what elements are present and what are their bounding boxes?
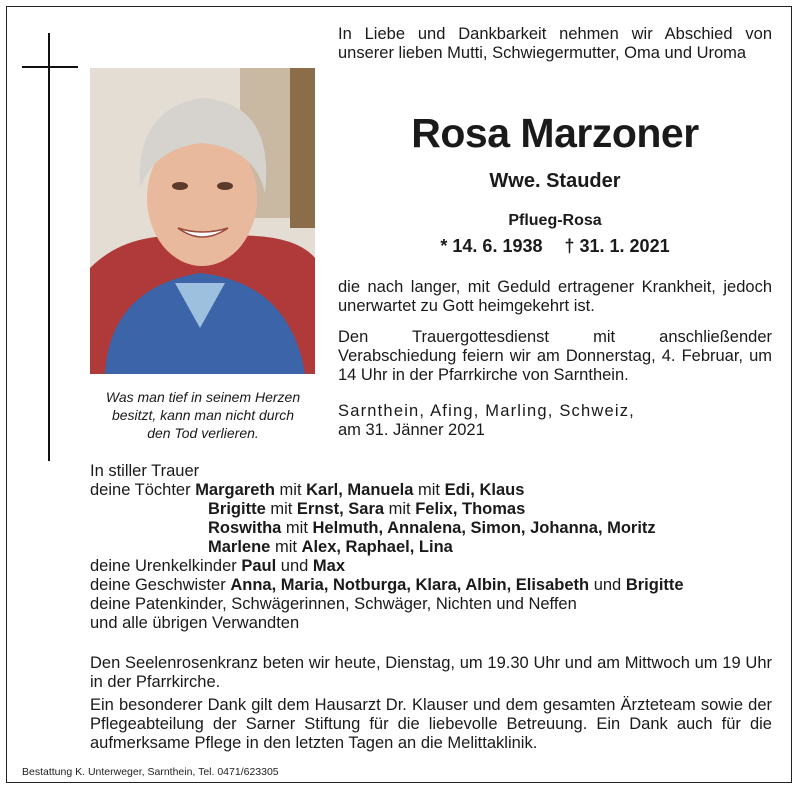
portrait-photo bbox=[90, 68, 315, 374]
daughter-row: Marlene mit Alex, Raphael, Lina bbox=[208, 538, 453, 556]
godchildren-row: deine Patenkinder, Schwägerinnen, Schwäger, Nichten und Neffen bbox=[90, 595, 577, 613]
widow-name: Wwe. Stauder bbox=[489, 170, 621, 192]
rosary-text: Den Seelenrosenkranz beten wir heute, Dienstag, um 19.30 Uhr und am Mittwoch um 19 Uhr in der Pfarrkirche. bbox=[90, 654, 772, 691]
thanks-text: Ein besonderer Dank gilt dem Hausarzt Dr. Klauser und dem gesamten Ärzteteam sowie der Pflegeabteilung der Sarner Stiftung für die liebevolle Betreuung. Ein Dank auch für die aufmerksame Pflege in den letzten Tagen an die Melittaklinik. bbox=[90, 696, 772, 752]
memorial-quote bbox=[90, 388, 316, 442]
relatives-row: und alle übrigen Verwandten bbox=[90, 614, 300, 632]
daughter-row: Brigitte mit Ernst, Sara mit Felix, Thomas bbox=[208, 500, 526, 518]
date: am 31. Jänner 2021 bbox=[338, 421, 485, 439]
mourners-list bbox=[90, 462, 780, 633]
illness-text: die nach langer, mit Geduld ertragener Krankheit, jedoch unerwartet zu Gott heimgekehrt ist. bbox=[338, 278, 772, 315]
portrait-illustration bbox=[90, 68, 315, 374]
quote-line: den Tod verlieren. bbox=[147, 425, 259, 441]
siblings-row: deine Geschwister Anna, Maria, Notburga, Klara, Albin, Elisabeth und Brigitte bbox=[90, 576, 684, 594]
places: Sarnthein, Afing, Marling, Schweiz, bbox=[338, 402, 635, 420]
cross-icon bbox=[48, 33, 50, 461]
great-grandchildren-row: deine Urenkelkinder Paul und Max bbox=[90, 557, 346, 575]
quote-line: Was man tief in seinem Herzen bbox=[105, 389, 301, 405]
nickname: Pflueg-Rosa bbox=[508, 212, 602, 229]
birth-date: * 14. 6. 1938 bbox=[440, 236, 543, 256]
mourning-title: In stiller Trauer bbox=[90, 462, 200, 480]
funeral-text: Den Trauergottesdienst mit anschließender Verabschiedung feiern wir am Donnerstag, 4. Februar, um 14 Uhr in der Pfarrkirche von Sarnthein. bbox=[338, 328, 772, 384]
life-dates bbox=[338, 236, 772, 257]
places-date bbox=[338, 402, 772, 440]
deceased-name: Rosa Marzoner bbox=[411, 110, 699, 156]
funeral-home-footer: Bestattung K. Unterweger, Sarnthein, Tel. 0471/623305 bbox=[22, 766, 279, 778]
intro-text: In Liebe und Dankbarkeit nehmen wir Abschied von unserer lieben Mutti, Schwiegermutter, Oma und Uroma bbox=[338, 25, 772, 62]
quote-line: besitzt, kann man nicht durch bbox=[111, 407, 295, 423]
death-date: † 31. 1. 2021 bbox=[564, 236, 670, 256]
cross-icon-bar bbox=[22, 66, 78, 68]
daughter-row: Roswitha mit Helmuth, Annalena, Simon, Johanna, Moritz bbox=[208, 519, 656, 537]
daughter-row: deine Töchter Margareth mit Karl, Manuela mit Edi, Klaus bbox=[90, 481, 525, 499]
